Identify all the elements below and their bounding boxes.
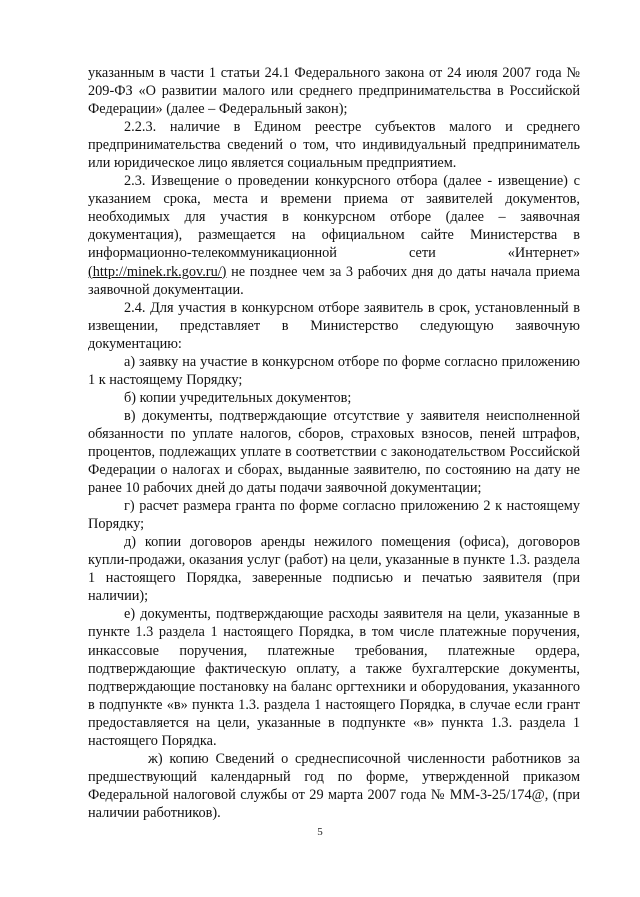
item-zh: ж) копию Сведений о среднесписочной численности работников за предшествующий календарный год по форме, утвержденной приказом Федеральной налоговой службы от 29 марта 2007 года № ММ-3-25/174@, (при наличии работников). bbox=[88, 750, 580, 821]
item-g: г) расчет размера гранта по форме согласно приложению 2 к настоящему Порядку; bbox=[88, 498, 580, 533]
paragraph-2-3 bbox=[88, 172, 580, 298]
item-b: б) копии учредительных документов; bbox=[124, 389, 352, 406]
paragraph-2-3-tail: не позднее чем за 3 рабочих дня до даты начала приема заявочной документации. bbox=[88, 263, 580, 298]
paragraph-2-4: 2.4. Для участия в конкурсном отборе заявитель в срок, установленный в извещении, представляет в Министерство следующую заявочную документацию: bbox=[88, 299, 580, 352]
page-number: 5 bbox=[317, 826, 323, 838]
ministry-site-link[interactable]: (http://minek.rk.gov.ru/) bbox=[88, 263, 227, 280]
item-v: в) документы, подтверждающие отсутствие у заявителя неисполненной обязанности по уплате налогов, сборов, страховых взносов, пеней штрафов, процентов, подлежащих уплате в соответствии с законодательством Российской Федерации о налогах и сборах, выданные заявителю, по состоянию на дату не ранее 10 рабочих дней до даты подачи заявочной документации; bbox=[88, 407, 580, 497]
paragraph-2-3-text: 2.3. Извещение о проведении конкурсного отбора (далее - извещение) с указанием срока, места и времени приема от заявителей документов, необходимых для участия в конкурсном отборе (далее – заявочная документация), размещается на официальном сайте Министерства в информационно-телекоммуникационной сети «Интернет» bbox=[88, 173, 580, 262]
item-a: а) заявку на участие в конкурсном отборе по форме согласно приложению 1 к настоящему Порядку; bbox=[88, 353, 580, 388]
item-d: д) копии договоров аренды нежилого помещения (офиса), договоров купли-продажи, оказания услуг (работ) на цели, указанные в пункте 1.3. раздела 1 настоящего Порядка, заверенные подписью и печатью заявителя (при наличии); bbox=[88, 534, 580, 605]
paragraph-2-2-3: 2.2.3. наличие в Едином реестре субъектов малого и среднего предпринимательства сведений о том, что индивидуальный предприниматель или юридическое лицо является социальным предприятием. bbox=[88, 119, 580, 172]
paragraph-continuation: указанным в части 1 статьи 24.1 Федерального закона от 24 июля 2007 года № 209-ФЗ «О развитии малого или среднего предпринимательства в Российской Федерации» (далее – Федеральный закон); bbox=[88, 65, 580, 118]
item-e: е) документы, подтверждающие расходы заявителя на цели, указанные в пункте 1.3 раздела 1 настоящего Порядка, в том числе платежные поручения, инкассовые поручения, платежные требования, платежные ордера, подтверждающие фактическую оплату, а также бухгалтерские документы, подтверждающие постановку на баланс оргтехники и оборудования, указанного в подпункте «в» пункта 1.3. раздела 1 настоящего Порядка, в случае если грант предоставляется на цели, указанные в подпункте «в» пункта 1.3. раздела 1 настоящего Порядка. bbox=[88, 606, 580, 749]
